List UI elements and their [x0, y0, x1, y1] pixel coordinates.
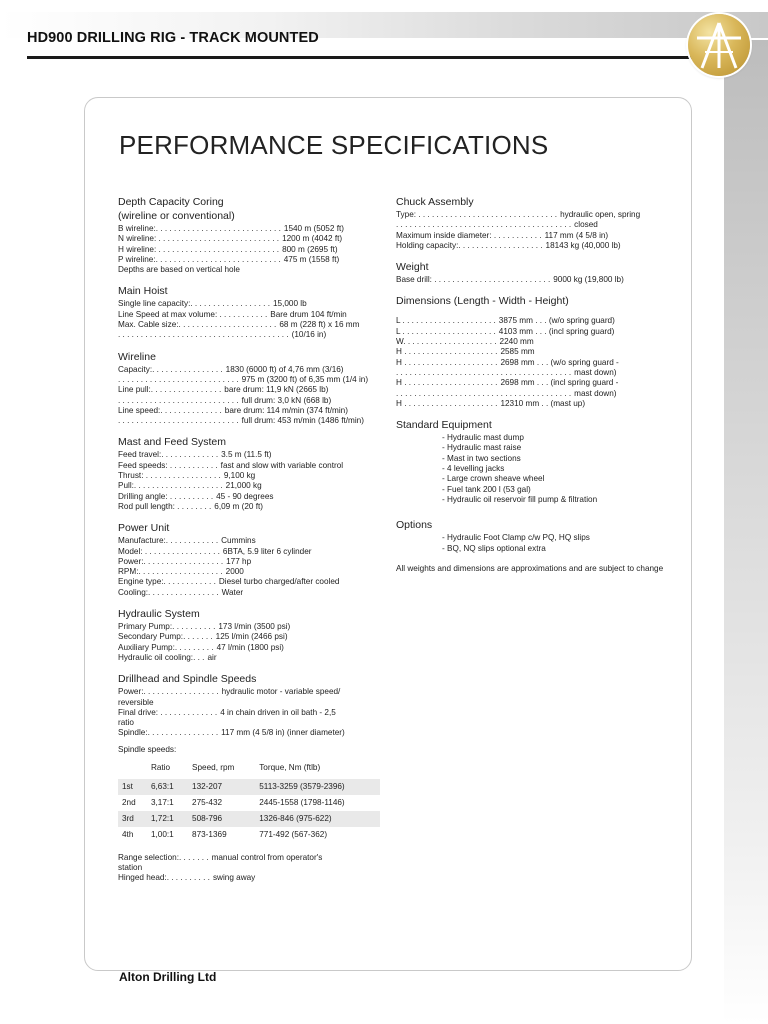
table-cell: 1326-846 (975-622): [255, 811, 380, 827]
spec-row: [118, 481, 388, 491]
table-header: Speed, rpm: [192, 763, 235, 773]
spec-value: 3.5 m (11.5 ft): [221, 450, 272, 460]
spec-row: [396, 347, 676, 357]
spec-value: manual control from operator's: [211, 852, 323, 862]
spec-label: W. . . . . . . . . . . . . . . . . . . . .: [396, 337, 497, 347]
table-row: [118, 827, 380, 843]
spec-row: [118, 492, 388, 502]
spec-label: Single line capacity:. . . . . . . . . . . . . . . . . .: [118, 299, 270, 309]
spec-value: 1830 (6000 ft) of 4,76 mm (3/16): [225, 364, 344, 374]
spec-row: [396, 368, 676, 378]
section-title: Wireline: [118, 350, 156, 363]
spec-row: [118, 416, 388, 426]
standard-equipment-section: [396, 419, 676, 505]
spec-row: [118, 255, 388, 265]
options-list: [396, 533, 676, 554]
spec-row: [118, 622, 388, 632]
spec-row: [396, 327, 676, 337]
title-divider: [27, 56, 692, 59]
spec-value: 2240 mm: [499, 337, 534, 347]
spec-row: [118, 406, 388, 416]
spec-row: [396, 337, 676, 347]
spec-value: full drum: 453 m/min (1486 ft/min): [241, 416, 364, 426]
section-title: Depth Capacity Coring: [118, 196, 224, 208]
spec-label: Model: . . . . . . . . . . . . . . . . .: [118, 546, 220, 556]
spec-label: Primary Pump:. . . . . . . . . .: [118, 622, 216, 632]
spec-value: 4 in chain driven in oil bath - 2,5: [220, 707, 336, 717]
spec-row: [118, 632, 388, 642]
table-cell: 3,17:1: [150, 798, 174, 808]
spec-row: [118, 234, 388, 244]
table-cell: 132-207: [188, 779, 255, 795]
mast-feed-section: [118, 436, 388, 512]
spec-row: [118, 450, 388, 460]
spec-value: (10/16 in): [291, 330, 327, 340]
spec-value: 45 - 90 degrees: [216, 491, 274, 501]
spec-label: . . . . . . . . . . . . . . . . . . . . . . . . . . . . . . . . . . . . . .: [118, 330, 289, 340]
section-title: Standard Equipment: [396, 419, 492, 432]
spec-row: [396, 399, 676, 409]
spec-label: Feed speeds: . . . . . . . . . . .: [118, 460, 218, 470]
spec-label: . . . . . . . . . . . . . . . . . . . . . . . . . . .: [118, 416, 239, 426]
list-item: - Hydraulic mast raise: [442, 443, 522, 453]
spec-label: Cooling:. . . . . . . . . . . . . . . .: [118, 587, 219, 597]
list-item: - Hydraulic mast dump: [442, 433, 524, 443]
section-title: Drillhead and Spindle Speeds: [118, 673, 257, 686]
options-section: [396, 519, 676, 554]
spec-value: 9000 kg (19,800 lb): [553, 275, 624, 285]
section-title: Power Unit: [118, 522, 170, 535]
spec-value: 4103 mm . . . (incl spring guard): [498, 326, 615, 336]
spec-row: [396, 378, 676, 388]
table-cell: 771-492 (567-362): [259, 830, 328, 840]
chuck-assembly-section: [396, 196, 676, 251]
disclaimer-text: All weights and dimensions are approximations and are subject to change: [396, 563, 664, 573]
spec-label: . . . . . . . . . . . . . . . . . . . . . . . . . . .: [118, 395, 239, 405]
table-cell: 873-1369: [192, 830, 227, 840]
list-item: - Large crown sheave wheel: [442, 474, 545, 484]
spec-label: Base drill: . . . . . . . . . . . . . . . . . . . . . . . . . .: [396, 275, 551, 285]
table-cell: 2445-1558 (1798-1146): [259, 798, 345, 808]
spec-row: [118, 330, 388, 340]
spec-row: [118, 320, 388, 330]
spec-label: Line Speed at max volume: . . . . . . . . . . .: [118, 309, 268, 319]
spec-value: bare drum: 114 m/min (374 ft/min): [224, 405, 348, 415]
spec-value: air: [207, 652, 217, 662]
spec-value: hydraulic open, spring: [560, 210, 641, 219]
spec-row: [118, 728, 388, 738]
spec-label: Holding capacity:. . . . . . . . . . . . . . . . . . .: [396, 240, 543, 250]
wireline-section: [118, 351, 388, 427]
spec-label: Line speed:. . . . . . . . . . . . . .: [118, 405, 222, 415]
spec-label: N wireline: . . . . . . . . . . . . . . . . . . . . . . . . . . .: [118, 234, 280, 244]
spec-row: [118, 853, 388, 863]
spec-row: [118, 863, 388, 873]
spec-row: [118, 385, 388, 395]
spec-label: Power:. . . . . . . . . . . . . . . . .: [118, 687, 219, 697]
spec-label: reversible: [118, 697, 154, 707]
list-item: - Hydraulic oil reservoir fill pump & filtration: [442, 494, 598, 504]
spec-label: H wireline: . . . . . . . . . . . . . . . . . . . . . . . . . . .: [118, 244, 280, 254]
spec-row: [118, 698, 388, 708]
equipment-list: [396, 433, 676, 505]
spec-row: [396, 231, 676, 241]
spec-label: Capacity:. . . . . . . . . . . . . . . .: [118, 364, 223, 374]
spec-label: Pull:. . . . . . . . . . . . . . . . . . . .: [118, 481, 223, 491]
spec-row: [118, 708, 388, 718]
section-title: Mast and Feed System: [118, 436, 226, 449]
spec-value: full drum: 3,0 kN (668 lb): [241, 395, 332, 405]
weight-section: [396, 261, 676, 285]
spec-label: Auxiliary Pump:. . . . . . . . .: [118, 642, 214, 652]
spec-row: [396, 210, 676, 220]
spec-label: P wireline:. . . . . . . . . . . . . . . . . . . . . . . . . . . .: [118, 254, 281, 264]
table-header: [118, 760, 147, 779]
spec-label: Max. Cable size:. . . . . . . . . . . . . . . . . . . . . .: [118, 320, 277, 330]
spec-row: [118, 396, 388, 406]
spec-value: 1540 m (5052 ft): [283, 224, 344, 233]
spec-value: 2698 mm . . . (incl spring guard -: [500, 378, 619, 388]
spec-row: [396, 220, 676, 230]
section-subtitle: (wireline or conventional): [118, 210, 235, 222]
spec-label: . . . . . . . . . . . . . . . . . . . . . . . . . . . . . . . . . . . . . . .: [396, 220, 572, 230]
spec-label: station: [118, 862, 143, 872]
spec-label: Spindle:. . . . . . . . . . . . . . . .: [118, 728, 219, 738]
spec-label: H . . . . . . . . . . . . . . . . . . . . .: [396, 398, 498, 408]
spec-row: [396, 358, 676, 368]
table-cell: 1st: [118, 779, 147, 795]
spec-label: Hinged head:. . . . . . . . . .: [118, 873, 210, 883]
spec-value: 47 l/min (1800 psi): [216, 642, 284, 652]
list-item: - Fuel tank 200 l (53 gal): [442, 484, 531, 494]
spec-label: Drilling angle: . . . . . . . . . .: [118, 491, 214, 501]
spec-row: [118, 461, 388, 471]
section-title: Hydraulic System: [118, 608, 200, 621]
spec-row: [118, 375, 388, 385]
power-unit-section: [118, 522, 388, 598]
table-header: Ratio: [150, 763, 171, 773]
section-title: Chuck Assembly: [396, 196, 474, 208]
spec-row: [118, 547, 388, 557]
spec-row: [118, 224, 388, 234]
spec-row: [118, 536, 388, 546]
spec-label: Thrust: . . . . . . . . . . . . . . . . .: [118, 471, 221, 481]
spec-label: Line pull:. . . . . . . . . . . . . . . .: [118, 385, 222, 395]
spec-row: [396, 316, 676, 326]
spec-value: mast down): [574, 388, 617, 398]
spec-label: Range selection:. . . . . . .: [118, 852, 209, 862]
table-row: [118, 795, 380, 811]
spec-row: [118, 502, 388, 512]
table-cell: 1,00:1: [150, 830, 174, 840]
spec-row: [118, 310, 388, 320]
spec-label: Engine type:. . . . . . . . . . . .: [118, 577, 216, 587]
spec-row: [118, 245, 388, 255]
list-item: - Mast in two sections: [442, 453, 521, 463]
list-item: - BQ, NQ slips optional extra: [442, 543, 546, 553]
spec-label: H . . . . . . . . . . . . . . . . . . . . .: [396, 378, 498, 388]
spec-value: mast down): [574, 367, 617, 377]
table-cell: 5113-3259 (3579-2396): [255, 779, 380, 795]
spec-label: RPM:. . . . . . . . . . . . . . . . . . .: [118, 567, 223, 577]
table-row: [118, 811, 380, 827]
spec-row: [118, 718, 388, 728]
spec-value: hydraulic motor - variable speed/: [221, 687, 341, 697]
spec-value: Diesel turbo charged/after cooled: [218, 577, 340, 587]
spec-label: L . . . . . . . . . . . . . . . . . . . . .: [396, 326, 496, 336]
spec-value: 21,000 kg: [225, 481, 262, 491]
spec-row: [118, 653, 388, 663]
spec-value: 18143 kg (40,000 lb): [545, 240, 621, 250]
company-logo-icon: [688, 14, 750, 76]
spec-row: [118, 365, 388, 375]
spec-value: 2585 mm: [500, 347, 535, 357]
spec-value: 6BTA, 5.9 liter 6 cylinder: [222, 546, 312, 556]
spec-value: bare drum: 11,9 kN (2665 lb): [224, 385, 329, 395]
table-cell: 508-796: [188, 811, 255, 827]
spindle-speeds-table: [118, 760, 380, 843]
table-cell: 2nd: [122, 798, 136, 808]
spec-value: Water: [221, 587, 244, 597]
spec-value: 68 m (228 ft) x 16 mm: [279, 320, 360, 330]
right-column: [396, 196, 676, 574]
spec-value: 975 m (3200 ft) of 6,35 mm (1/4 in): [241, 374, 369, 384]
spec-value: [142, 863, 388, 873]
table-cell: 6,63:1: [147, 779, 188, 795]
spec-label: H . . . . . . . . . . . . . . . . . . . . .: [396, 357, 498, 367]
spec-label: Manufacture:. . . . . . . . . . . .: [118, 536, 219, 546]
table-cell: 3rd: [118, 811, 147, 827]
spec-label: H . . . . . . . . . . . . . . . . . . . . .: [396, 347, 498, 357]
drillhead-section: [118, 673, 388, 883]
table-cell: 275-432: [192, 798, 223, 808]
left-column: [118, 196, 388, 894]
spec-value: 6,09 m (20 ft): [214, 501, 263, 511]
spec-value: 2698 mm . . . (w/o spring guard -: [500, 357, 619, 367]
spec-value: [154, 698, 389, 708]
spec-label: Type: . . . . . . . . . . . . . . . . . . . . . . . . . . . . . . .: [396, 210, 558, 219]
spec-label: Rod pull length: . . . . . . . .: [118, 501, 212, 511]
page-title: PERFORMANCE SPECIFICATIONS: [119, 130, 549, 160]
spec-value: fast and slow with variable control: [220, 460, 344, 470]
section-title: Main Hoist: [118, 285, 168, 298]
spec-value: 177 hp: [226, 556, 252, 566]
spec-label: Secondary Pump:. . . . . . .: [118, 632, 213, 642]
table-cell: 1,72:1: [147, 811, 188, 827]
list-item: - 4 levelling jacks: [442, 464, 505, 474]
table-cell: 4th: [122, 830, 134, 840]
spec-value: 2000: [225, 567, 244, 577]
spindle-speeds-label: Spindle speeds:: [118, 744, 177, 754]
spec-row: [118, 643, 388, 653]
spec-label: . . . . . . . . . . . . . . . . . . . . . . . . . . . . . . . . . . . . . . .: [396, 367, 572, 377]
depth-capacity-section: [118, 196, 388, 275]
spec-value: [134, 718, 388, 728]
list-item: - Hydraulic Foot Clamp c/w PQ, HQ slips: [442, 533, 590, 543]
spec-label: . . . . . . . . . . . . . . . . . . . . . . . . . . .: [118, 374, 239, 384]
spec-value: 3875 mm . . . (w/o spring guard): [498, 316, 615, 326]
footer-company-name: Alton Drilling Ltd: [119, 970, 217, 984]
depth-note: Depths are based on vertical hole: [118, 265, 240, 275]
spec-value: 125 l/min (2466 psi): [215, 632, 288, 642]
spec-value: 117 mm (4 5/8 in): [544, 230, 609, 240]
table-header: Torque, Nm (ftlb): [259, 763, 321, 773]
table-row: [118, 779, 380, 795]
spec-label: L . . . . . . . . . . . . . . . . . . . . .: [396, 316, 496, 326]
main-hoist-section: [118, 285, 388, 340]
section-title: Dimensions (Length - Width - Height): [396, 295, 569, 308]
section-title: Weight: [396, 261, 429, 274]
spec-label: Maximum inside diameter: . . . . . . . . . . .: [396, 230, 542, 240]
spec-label: Final drive: . . . . . . . . . . . . .: [118, 707, 218, 717]
spec-label: ratio: [118, 718, 134, 728]
spec-value: 12310 mm . . (mast up): [500, 398, 586, 408]
spec-row: [118, 299, 388, 309]
spec-row: [118, 471, 388, 481]
spec-label: Power:. . . . . . . . . . . . . . . . . .: [118, 556, 224, 566]
spec-row: [396, 275, 676, 285]
side-band: [724, 40, 768, 1024]
spec-label: B wireline:. . . . . . . . . . . . . . . . . . . . . . . . . . . .: [118, 224, 281, 233]
spec-value: 475 m (1558 ft): [283, 254, 340, 264]
spec-label: . . . . . . . . . . . . . . . . . . . . . . . . . . . . . . . . . . . . . . .: [396, 388, 572, 398]
spec-value: 1200 m (4042 ft): [282, 234, 343, 244]
spec-value: Cummins: [221, 536, 256, 546]
dimensions-section: [396, 295, 676, 409]
spec-row: [118, 873, 388, 883]
spec-value: Bare drum 104 ft/min: [270, 309, 347, 319]
spec-value: 800 m (2695 ft): [282, 244, 338, 254]
spec-value: 9,100 kg: [223, 471, 256, 481]
hydraulic-system-section: [118, 608, 388, 663]
spec-row: [118, 588, 388, 598]
spec-row: [118, 577, 388, 587]
spec-value: 15,000 lb: [272, 299, 307, 309]
spec-value: 173 l/min (3500 psi): [218, 622, 291, 632]
spec-row: [118, 557, 388, 567]
spec-value: swing away: [212, 873, 256, 883]
section-title: Options: [396, 519, 433, 532]
table-header-row: [118, 760, 380, 779]
spec-row: [118, 567, 388, 577]
spec-row: [396, 389, 676, 399]
spec-label: Hydraulic oil cooling:. . .: [118, 652, 205, 662]
spec-value: 117 mm (4 5/8 in) (inner diameter): [221, 728, 345, 738]
document-title: HD900 DRILLING RIG - TRACK MOUNTED: [27, 30, 319, 46]
spec-row: [118, 687, 388, 697]
spec-row: [396, 241, 676, 251]
spec-label: Feed travel:. . . . . . . . . . . . .: [118, 450, 219, 460]
spec-value: closed: [574, 220, 598, 230]
